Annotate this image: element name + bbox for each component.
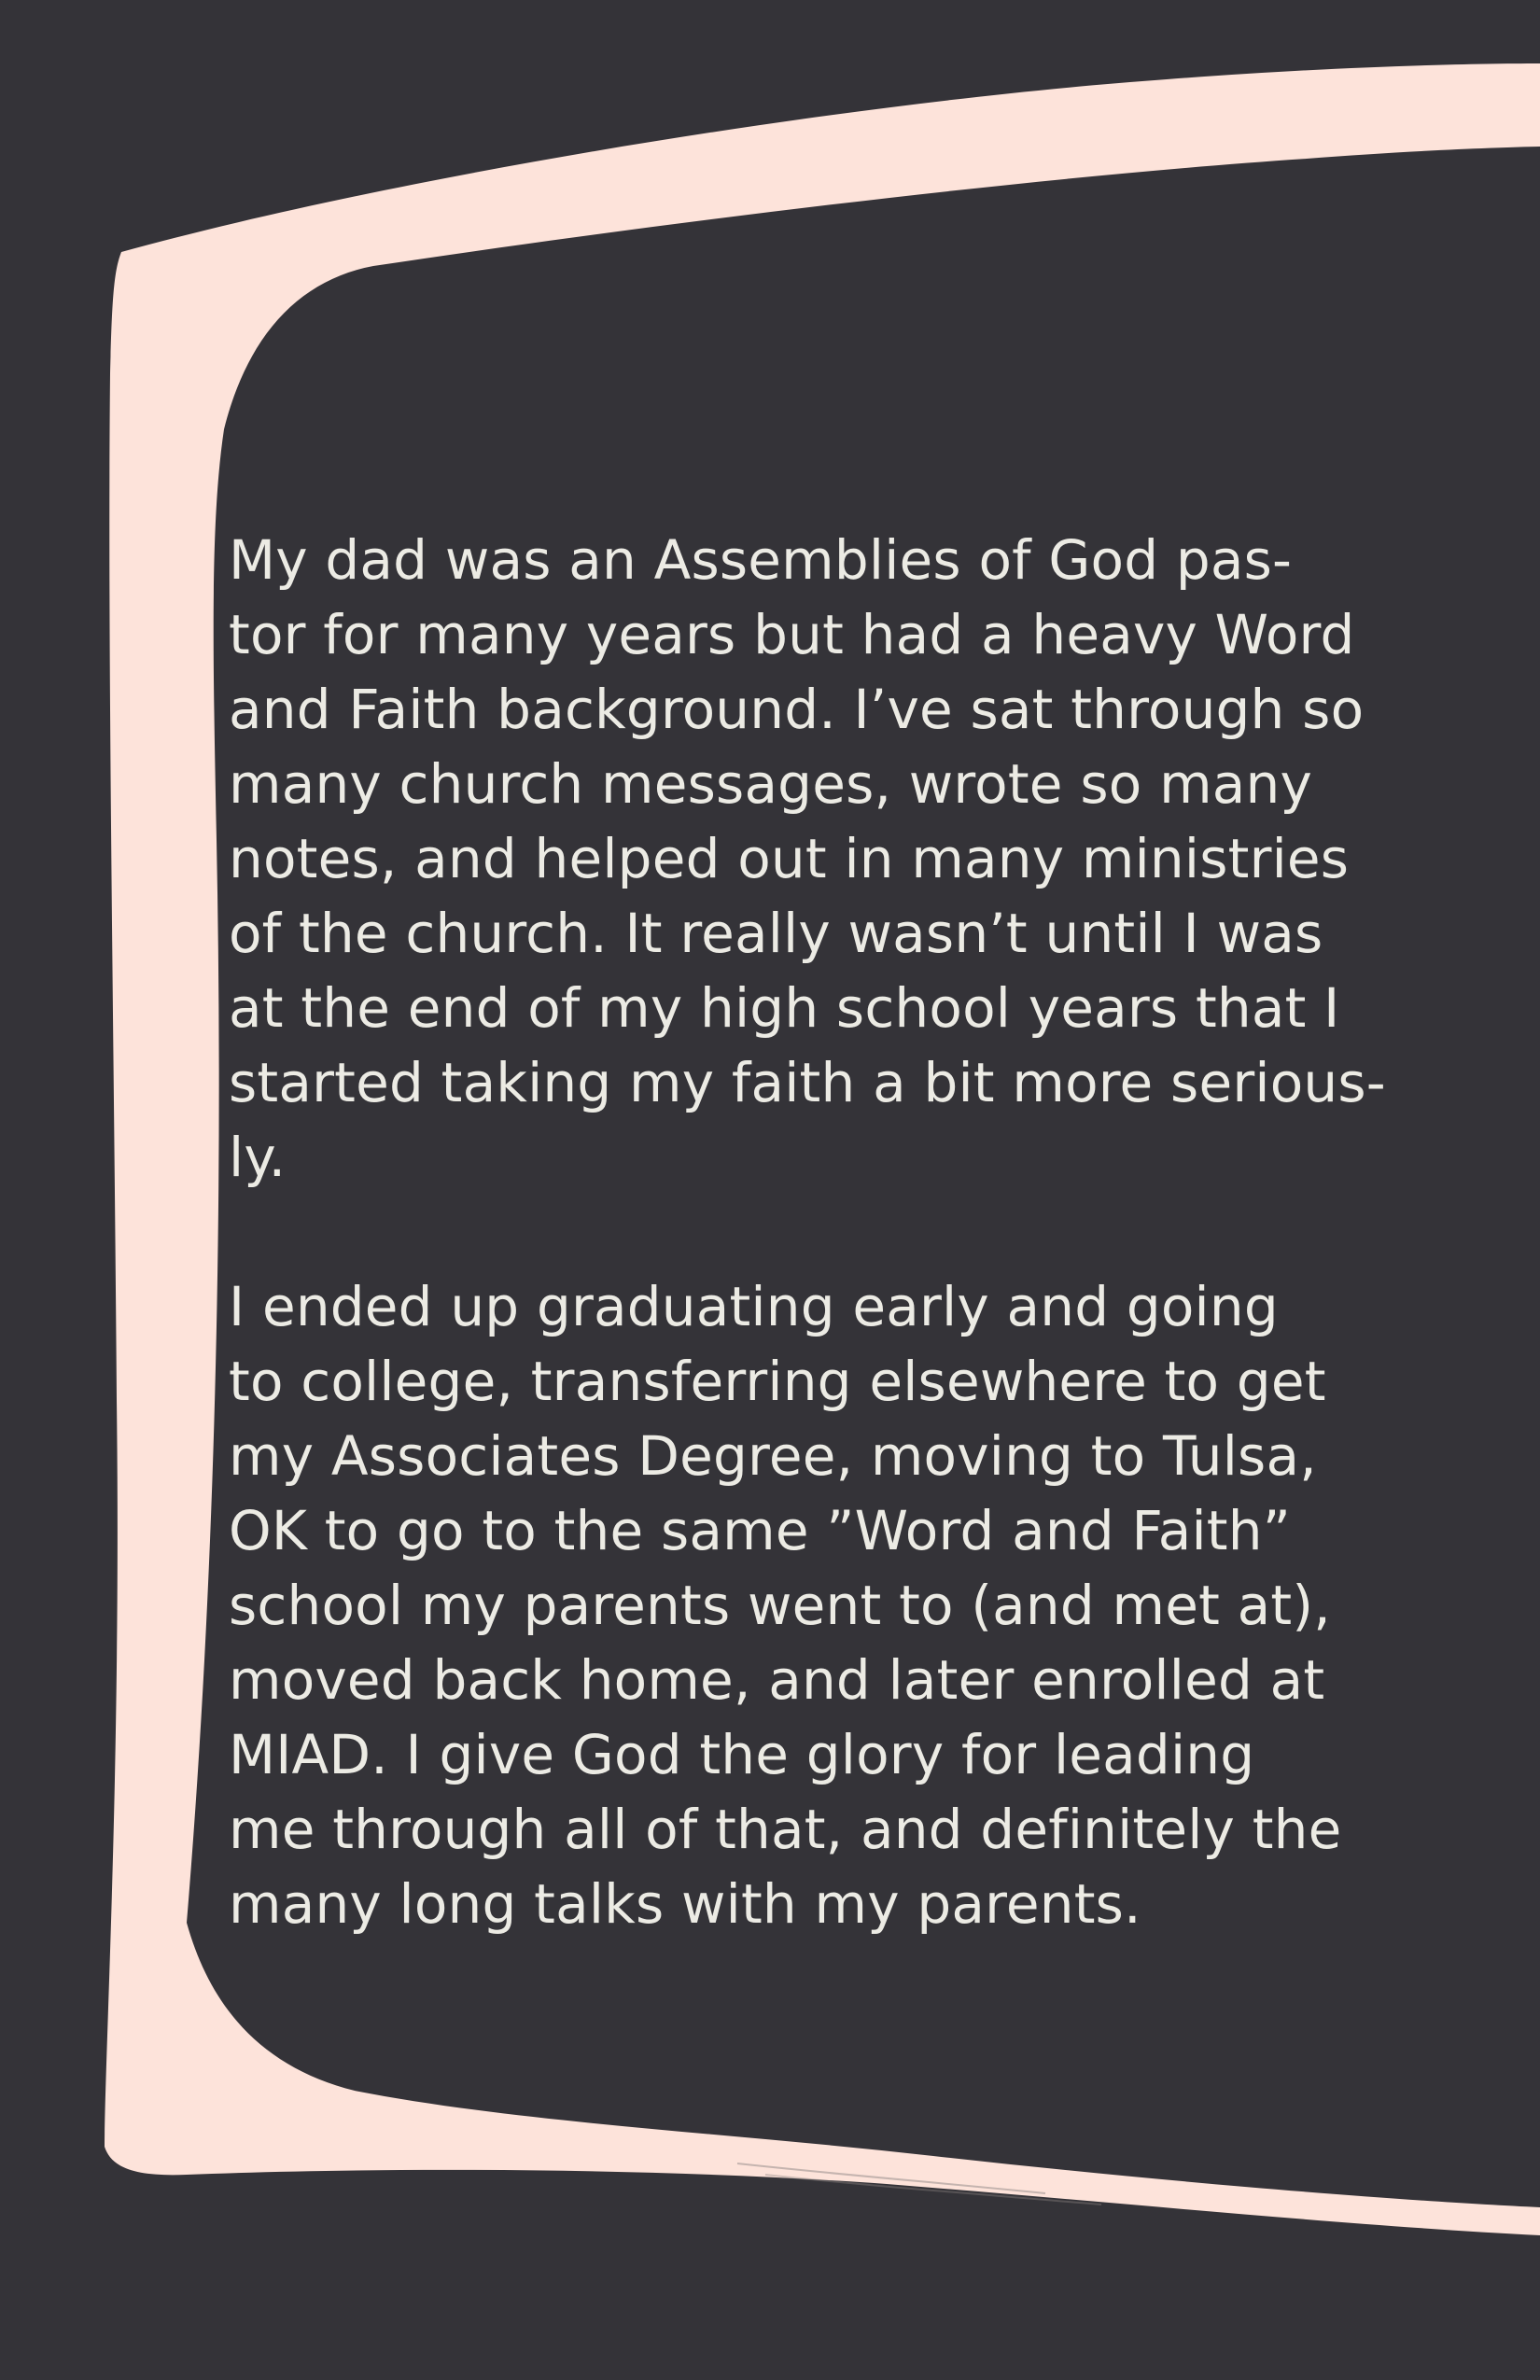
- text-line: tor for many years but had a heavy Word: [229, 603, 1355, 666]
- text-line: me through all of that, and definitely the: [229, 1798, 1342, 1861]
- text-line: I ended up graduating early and going: [229, 1275, 1279, 1338]
- text-line: to college, transferring elsewhere to get: [229, 1350, 1326, 1413]
- text-line: of the church. It really wasn’t until I was: [229, 902, 1323, 965]
- text-line: notes, and helped out in many ministries: [229, 827, 1350, 890]
- text-line: many long talks with my parents.: [229, 1872, 1141, 1936]
- paragraph-gap: [229, 1195, 1433, 1269]
- text-line: many church messages, wrote so many: [229, 752, 1312, 816]
- paragraph-1: [229, 523, 1433, 1195]
- text-line: at the end of my high school years that I: [229, 976, 1340, 1040]
- paragraph-2: [229, 1269, 1433, 1941]
- text-line: MIAD. I give God the glory for leading: [229, 1723, 1255, 1786]
- text-line: my Associates Degree, moving to Tulsa,: [229, 1424, 1317, 1488]
- text-line: moved back home, and later enrolled at: [229, 1648, 1325, 1712]
- text-line: My dad was an Assemblies of God pas-: [229, 528, 1293, 592]
- text-line: OK to go to the same ”Word and Faith”: [229, 1499, 1291, 1562]
- text-line: and Faith background. I’ve sat through so: [229, 678, 1365, 741]
- text-line: started taking my faith a bit more serious-: [229, 1051, 1386, 1114]
- body-text: [229, 523, 1433, 1941]
- text-line: school my parents went to (and met at),: [229, 1574, 1331, 1637]
- text-line: ly.: [229, 1126, 287, 1189]
